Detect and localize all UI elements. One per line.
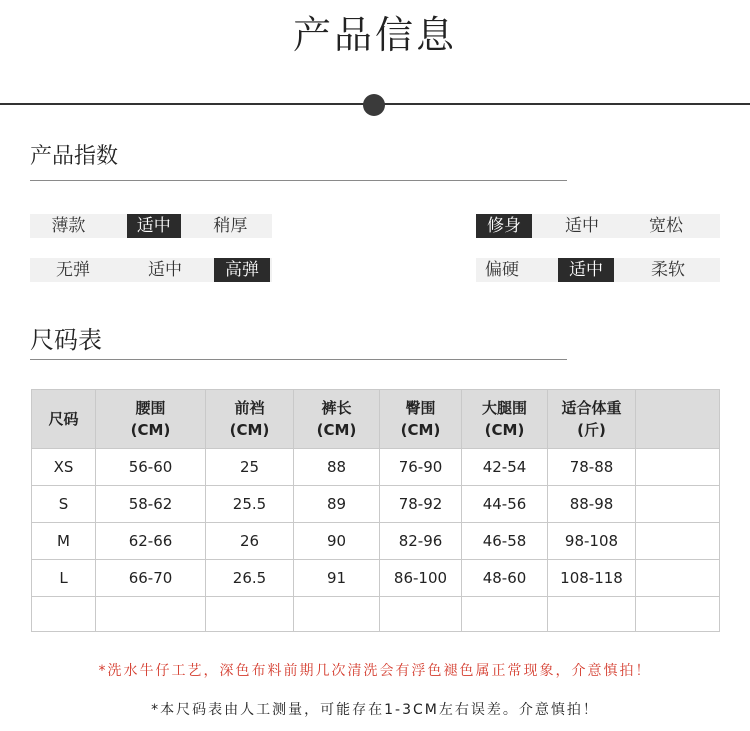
- cell: 44-56: [462, 486, 548, 523]
- cell: 88-98: [548, 486, 636, 523]
- cell: M: [32, 523, 96, 560]
- header-waist: 腰围 (CM): [96, 390, 206, 449]
- index-option-medium-stretch: 适中: [148, 260, 182, 280]
- cell: 42-54: [462, 449, 548, 486]
- table-row: [32, 597, 720, 632]
- cell: 62-66: [96, 523, 206, 560]
- cell: 66-70: [96, 560, 206, 597]
- cell: 86-100: [380, 560, 462, 597]
- index-option-regular: 适中: [565, 216, 599, 236]
- index-row-elasticity: [30, 258, 272, 282]
- cell: 56-60: [96, 449, 206, 486]
- cell: 108-118: [548, 560, 636, 597]
- cell: [636, 560, 720, 597]
- size-section-title: 尺码表: [30, 326, 102, 354]
- header-empty: [636, 390, 720, 449]
- table-row: [32, 560, 720, 597]
- index-row-fit: [476, 214, 720, 238]
- cell: [636, 486, 720, 523]
- cell: [380, 597, 462, 632]
- index-option-soft: 柔软: [651, 260, 685, 280]
- measurement-note: *本尺码表由人工测量，可能存在1-3CM左右误差。介意慎拍！: [151, 702, 599, 718]
- cell: 25.5: [206, 486, 294, 523]
- size-table-header: [32, 390, 720, 449]
- index-section-rule: [30, 180, 567, 181]
- index-option-loose: 宽松: [649, 216, 683, 236]
- table-row: [32, 486, 720, 523]
- header-weight: 适合体重 (斤): [548, 390, 636, 449]
- cell: XS: [32, 449, 96, 486]
- cell: [462, 597, 548, 632]
- cell: 58-62: [96, 486, 206, 523]
- cell: 78-88: [548, 449, 636, 486]
- cell: 25: [206, 449, 294, 486]
- cell: 46-58: [462, 523, 548, 560]
- index-option-high-stretch-selected: 高弹: [214, 258, 270, 282]
- index-option-thin: 薄款: [51, 216, 86, 236]
- cell: 91: [294, 560, 380, 597]
- cell: [294, 597, 380, 632]
- index-option-stiff: 偏硬: [485, 260, 519, 280]
- cell: 89: [294, 486, 380, 523]
- cell: 78-92: [380, 486, 462, 523]
- cell: [636, 597, 720, 632]
- index-row-softness: [476, 258, 720, 282]
- cell: 26: [206, 523, 294, 560]
- index-option-medium-selected: 适中: [127, 214, 181, 238]
- cell: 76-90: [380, 449, 462, 486]
- cell: 90: [294, 523, 380, 560]
- page-title: 产品信息: [292, 13, 457, 57]
- table-row: [32, 523, 720, 560]
- header-size: 尺码: [32, 390, 96, 449]
- cell: 48-60: [462, 560, 548, 597]
- cell: [636, 449, 720, 486]
- divider-dot: [363, 94, 385, 116]
- table-row: [32, 449, 720, 486]
- cell: [548, 597, 636, 632]
- cell: S: [32, 486, 96, 523]
- header-length: 裤长 (CM): [294, 390, 380, 449]
- cell: L: [32, 560, 96, 597]
- index-section-title: 产品指数: [30, 144, 119, 169]
- index-option-slim-selected: 修身: [476, 214, 532, 238]
- cell: 98-108: [548, 523, 636, 560]
- cell: [32, 597, 96, 632]
- index-option-thick: 稍厚: [213, 216, 248, 236]
- cell: [96, 597, 206, 632]
- cell: [206, 597, 294, 632]
- index-option-no-stretch: 无弹: [56, 260, 90, 280]
- wash-warning-note: *洗水牛仔工艺，深色布料前期几次清洗会有浮色褪色属正常现象，介意慎拍！: [98, 663, 652, 679]
- size-section-rule: [30, 359, 567, 360]
- cell: 82-96: [380, 523, 462, 560]
- size-table: [31, 389, 720, 632]
- header-front-rise: 前裆 (CM): [206, 390, 294, 449]
- header-thigh: 大腿围 (CM): [462, 390, 548, 449]
- index-row-thickness: [30, 214, 272, 238]
- cell: 88: [294, 449, 380, 486]
- cell: 26.5: [206, 560, 294, 597]
- index-option-medium-soft-selected: 适中: [558, 258, 614, 282]
- header-hip: 臀围 (CM): [380, 390, 462, 449]
- cell: [636, 523, 720, 560]
